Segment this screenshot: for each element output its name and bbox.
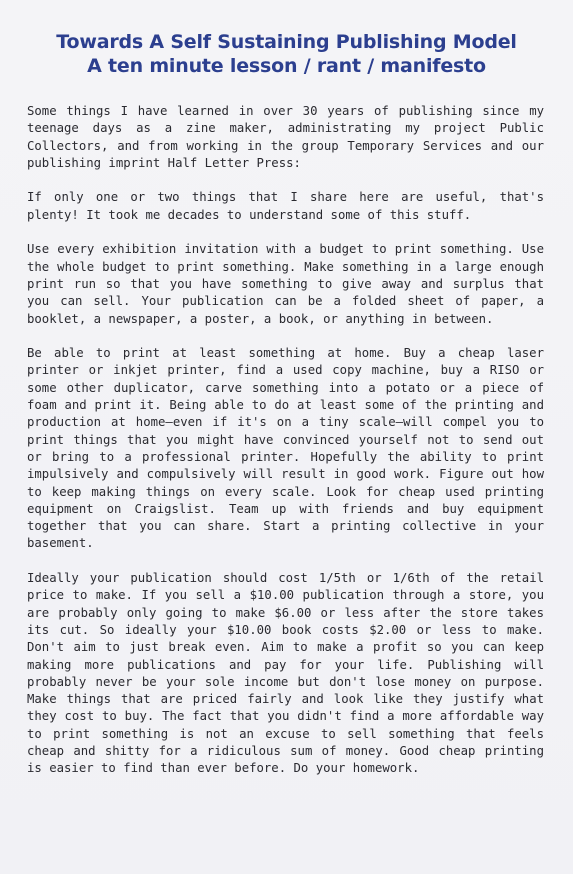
paragraph-print-at-home: Be able to print at least something at home. Buy a cheap laser printer or inkjet printer, find a used copy machine, buy a RISO or some other duplicator, carve something into a potato or a piece of foam and print it. Being able to do at least some of the printing and production at home—even if it's on a tiny scale—will compel you to print things that you might have convinced yourself not to send out or bring to a professional printer. Hopefully the ability to print impulsively and compulsively will result in good work. Figure out how to keep making things on every scale. Look for cheap used printing equipment on Craigslist. Team up with friends and buy equipment together that you can share. Start a printing collective in your basement. <box>27 346 544 551</box>
paragraph-intro: Some things I have learned in over 30 years of publishing since my teenage days as a zine maker, administrating my project Public Collectors, and from working in the group Temporary Services and our publishing imprint Half Letter Press: <box>27 104 544 170</box>
paragraph-pricing: Ideally your publication should cost 1/5th or 1/6th of the retail price to make. If you sell a $10.00 publication through a store, you are probably only going to make $6.00 or less after the store takes its cut. So ideally your $10.00 book costs $2.00 or less to make. Don't aim to just break even. Aim to make a profit so you can keep making more publications and pay for your life. Publishing will probably never be your sole income but don't lose money on purpose. Make things that are priced fairly and look like they justify what they cost to buy. The fact that you didn't find a more affordable way to print something is not an excuse to sell something that feels cheap and shitty for a ridiculous sum of money. Good cheap printing is easier to find than ever before. Do your homework. <box>27 571 544 776</box>
title-line-2: A ten minute lesson / rant / manifesto <box>87 55 486 77</box>
paragraph-exhibition: Use every exhibition invitation with a budget to print something. Use the whole budget to print something. Make something in a large enough print run so that you have something to give away and surplus that you can sell. Your publication can be a folded sheet of paper, a booklet, a newspaper, a poster, a book, or anything in between. <box>27 242 544 326</box>
title-line-1: Towards A Self Sustaining Publishing Model <box>56 31 517 53</box>
body-text <box>27 103 544 795</box>
paragraph-useful: If only one or two things that I share here are useful, that's plenty! It took me decades to understand some of this stuff. <box>27 190 544 222</box>
page-title <box>0 30 573 78</box>
